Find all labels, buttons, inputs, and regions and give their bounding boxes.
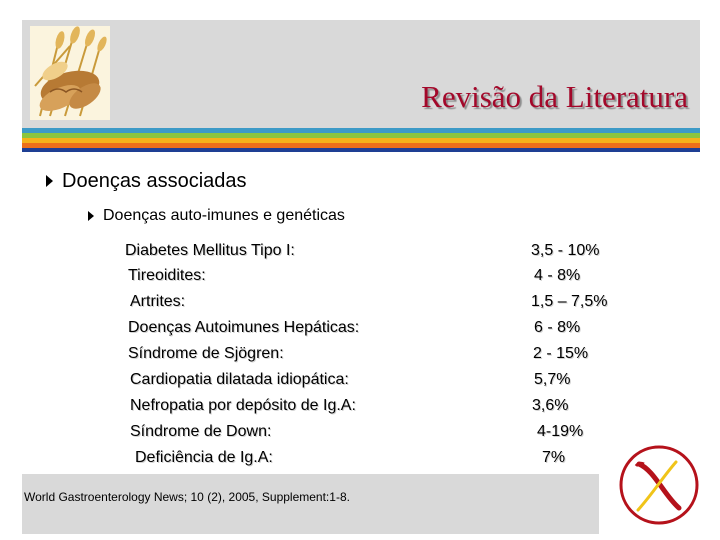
list-item-label: Doenças Autoimunes Hepáticas: [128, 319, 360, 336]
list-item-label: Nefropatia por depósito de Ig.A: [130, 397, 356, 414]
chi-logo [614, 440, 704, 530]
list-item-value: 2 - 15% [533, 345, 589, 362]
list-item-label: Artrites: [130, 293, 186, 310]
slide-title: Revisão da Literatura [421, 79, 688, 114]
list-item-value: 3,6% [532, 397, 569, 414]
list-item-value: 4 - 8% [534, 267, 581, 284]
bullet-heading: Doenças associadas [62, 170, 247, 192]
list-item-value: 7% [542, 449, 566, 466]
list-item-value: 3,5 - 10% [531, 242, 600, 259]
reference-citation: World Gastroenterology News; 10 (2), 2005, Supplement:1-8. [24, 490, 350, 504]
list-item-label: Síndrome de Sjögren: [128, 345, 284, 362]
footer-band [22, 474, 599, 534]
list-item-label: Tireoidites: [128, 267, 206, 284]
list-item-label: Síndrome de Down: [130, 423, 272, 440]
list-item-value: 4-19% [537, 423, 584, 440]
wheat-bread-image [30, 26, 110, 120]
list-item-value: 6 - 8% [534, 319, 581, 336]
bullet-subheading: Doenças auto-imunes e genéticas [103, 207, 345, 224]
list-item-label: Diabetes Mellitus Tipo I: [125, 242, 295, 259]
list-item-value: 1,5 – 7,5% [531, 293, 608, 310]
list-item-label: Deficiência de Ig.A: [135, 449, 273, 466]
color-stripe-navy [22, 148, 700, 152]
list-item-label: Cardiopatia dilatada idiopática: [130, 371, 349, 388]
triangle-right-icon [88, 211, 94, 221]
list-item-value: 5,7% [534, 371, 571, 388]
triangle-right-icon [46, 175, 53, 187]
